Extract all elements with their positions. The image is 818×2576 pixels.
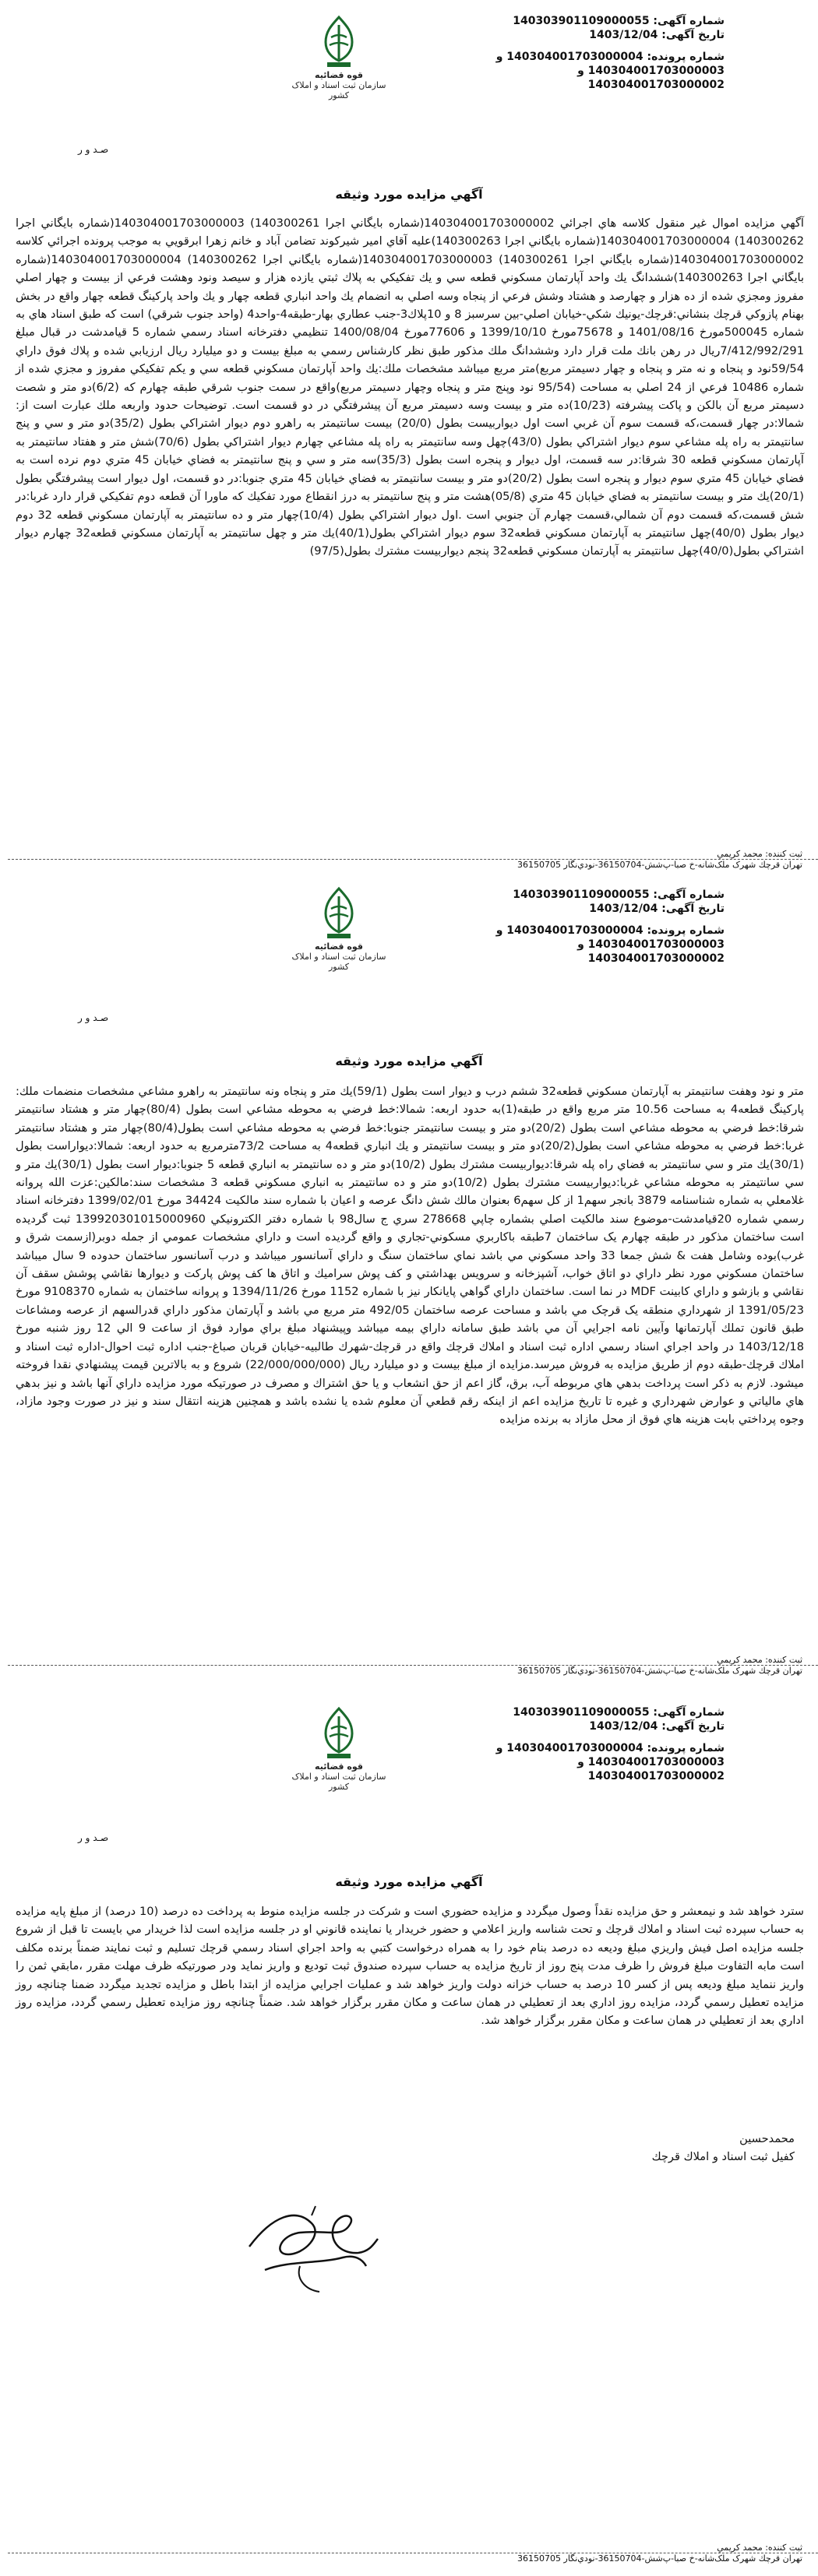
footer-address: تهران قرچك شهرک ملک‌شانه-خ صبا-پ‌شش-36150704-نودي‌نگار 36150705 [517,1666,802,1676]
org-name: سازمان ثبت اسناد و املاک کشور [291,80,386,100]
file-number-2: 140304001703000003 و [577,65,725,77]
ad-section-1 [0,0,818,868]
file-number-2: 140304001703000003 و [577,938,725,951]
judiciary-emblem [288,885,390,987]
judiciary-emblem [288,14,390,115]
emblem-icon [318,885,360,941]
ad-title: آگهي مزايده مورد وثيقه [335,1054,483,1068]
ad-meta [428,888,725,966]
ad-number: شماره آگهی: 140303901109000055 [513,889,725,901]
ad-body-text: سترد خواهد شد و نيمعشر و حق مزايده نقداً وصول ميگردد و مزايده حضوري است و شركت در جلسه مزايده منوط به پرداخت ده درصد (10 درصد) از مبلغ پايه مزايده به حساب سپرده ثبت اسناد و املاك قرچك و تحت شناسه واريز اعلامي و حضور خريدار يا نماينده قانوني او در جلسه مزايده است لذا خريدار مي بايست تا قبل از شروع جلسه مزايده اصل فيش واريزي مبلغ وديعه ده درصد بنام خود را به همراه درخواست كتبي به واحد اجراي اسناد رسمي قرچك تسليم و ثبت نمايند ضمناً برنده مكلف است مابه التفاوت مبلغ فروش را ظرف مدت پنج روز از تاريخ مزايده به حساب سپرده صندوق ثبت توديع و واريز نمايد ودر صورتيكه ظرف مهلت مقرر ،مابقي ثمن را واريز ننمايد مبلغ وديعه پس از كسر 10 درصد به حساب خزانه دولت واريز خواهد شد و عمليات اجرايي مزايده از ابتدا باطل و مزايده تجديد ميگردد ضمنا چنانچه روز مزايده تعطيل رسمي گردد، مزايده روز اداري بعد از تعطيلي در همان ساعت و مكان مقرر برگزار خواهد شد. ضمناً چنانچه روز مزايده تعطيل رسمي گردد، مزايده روز اداري بعد از تعطيلي در همان ساعت و مكان مقرر برگزار خواهد شد. [16,1905,804,2028]
signer-block [405,2130,795,2166]
registrar-label: ثبت كننده: محمد كريمي [717,2543,802,2553]
ad-footer [8,849,818,870]
emblem-icon [318,14,360,70]
file-number-3: 140304001703000002 [587,952,725,965]
judiciary-name: قوه قضائیه [315,1761,363,1772]
ad-section-2 [0,876,818,1678]
org-name: سازمان ثبت اسناد و املاک کشور [291,952,386,972]
ad-date: تاریخ آگهی: 1403/12/04 [589,1720,725,1733]
ad-footer [8,2543,818,2564]
ad-footer [8,1655,818,1676]
registrar-label: ثبت كننده: محمد كريمي [717,1655,802,1665]
judiciary-emblem [288,1705,390,1807]
ad-meta [428,14,725,92]
ad-number: شماره آگهی: 140303901109000055 [513,1706,725,1719]
footer-address: تهران قرچك شهرک ملک‌شانه-خ صبا-پ‌شش-36150704-نودي‌نگار 36150705 [517,860,802,870]
file-number-2: 140304001703000003 و [577,1756,725,1768]
file-number-1: شماره پرونده: 140304001703000004 و [495,1742,725,1754]
signer-title: كفيل ثبت اسناد و املاك قرچك [651,2150,795,2163]
judiciary-name: قوه قضائیه [315,941,363,952]
footer-address: تهران قرچك شهرک ملک‌شانه-خ صبا-پ‌شش-36150704-نودي‌نگار 36150705 [517,2553,802,2564]
ad-body [16,1902,804,2030]
ad-date: تاریخ آگهی: 1403/12/04 [589,29,725,41]
file-number-3: 140304001703000002 [587,1770,725,1782]
ad-meta [428,1705,725,1783]
registrar-label: ثبت كننده: محمد كريمي [717,849,802,859]
ad-number: شماره آگهی: 140303901109000055 [513,15,725,27]
signer-name: محمدحسين [739,2132,795,2145]
emblem-icon [318,1705,360,1761]
issue-mark: صـد و ر [78,1832,109,1843]
ad-body-text: آگهي مزايده اموال غير منقول كلاسه هاي اجرائي 140304001703000002(شماره بايگاني اجرا 140300261) 140304001703000003(شماره بايگاني اجرا 140300262) 140304001703000004(شماره بايگاني اجرا 140300263)عليه آقاي امير شيركوند تضامن آباد و خانم زهرا ابرقويي به موجب پرونده اجرائي كلاسه 140304001703000002(شماره بايگاني اجرا 140300261) 140304001703000003(شماره بايگاني اجرا 140300262) 140304001703000004(شماره بايگاني اجرا 140300263)ششدانگ يك واحد آپارتمان مسكوني قطعه سي و يك تفكيكي به پلاك ثبتي يازده هزار و سيصد ونود وهشت فرعي از بيست و چهار اصلي مفروز ومجزي شده از ده هزار و چهارصد و هشتاد وشش فرعي از پنجاه وسه اصلي به انضمام يك واحد انباري قطعه چهار و يك واحد پاركينگ قطعه چهار واقع در بخش بهنام پازوكي قرچك بنشاني:قرچك-يونيك شكي-خيابان اصلي-بين سرسبز 8 و 10پلاك3-جنب عطاري بهار-طبقه4-واحد4 (واحد جنوب شرقي) است كه طبق اسناد هاي به شماره 500045مورخ 1401/08/16 و 75678مورخ 1399/10/10 و 77606مورخ 1400/08/04 تنظيمي دفترخانه اسناد رسمي شماره 5 قيامدشت در قبال مبلغ 7/412/992/291ريال در رهن بانك ملت قرار دارد وششدانگ ملك مذكور طبق نظر كارشناس رسمي به مبلغ بيست و دو ميليارد ريال ارزيابي شده و پلاك فوق داراي 59/54نود و پنجاه و نه متر و پنجاه و چهار دسيمتر مربع)متر مربع ميباشد مشخصات ملك:يك واحد آپارتمان مسكوني قطعه سي و يكم تفكيكي مفروز و مجزي شده از شماره 10486 فرعي از 24 اصلي به مساحت (95/54 نود وپنج متر و پنجاه وچهار دسيمتر مربع)واقع در سمت جنوب شرقي طبقه چهارم كه (6/2)دو متر و شصت دسيمتر مربع آن بالكن و پاكت پيشرفته (10/23)ده متر و بيست وسه دسيمتر مربع آن پيشرفتگي در دو قسمت است. توضيحات حدود واربعه ملك عبارت است از: شمالا:در چهار قسمت،كه قسمت سوم آن غربي است اول ديواربيست بطول (20/0) بيست سانتيمتر به راهرو دوم ديوار اشتراكي بطول (35/2)دو متر و سي و پنج سانتيمتر به راه پله مشاعي سوم ديوار اشتراكي بطول (43/0)چهل وسه سانتيمتر به راه پله مشاعي چهارم ديوار اشتراكي بطول (70/6)شش متر و هفتاد سانتيمتر به آپارتمان مسكوني قطعه 30 شرقا:در سه قسمت، اول ديوار و پنجره است بطول (35/3)سه متر و سي و پنج سانتيمتر به فضاي خيابان 45 متري دوم نرده است به فضاي خيابان 45 متري سوم ديوار و پنجره است بطول (20/2)دو متر و بيست سانتيمتر به فضاي خيابان 45 متري جنوبا:در دو قسمت، اول ديوار است پيشرفتگي بطول (20/1)يك متر و بيست سانتيمتر به فضاي خيابان 45 متري (05/8)هشت متر و پنج سانتيمتر به درز انقطاع مورد تفكيك كه ماورا آن قطعه دوم تفكيكي قرار دارد غربا:در شش قسمت،كه قسمت دوم آن شمالي،قسمت چهارم آن جنوبي است .اول ديوار اشتراكي بطول (10/4)چهار متر و ده سانتيمتر به آپارتمان مسكوني قطعه 32 دوم ديوار بطول (40/0)چهل سانتيمتر به آپارتمان مسكوني قطعه32 سوم ديوار اشتراكي بطول(40/1)يك متر و چهل سانتيمتر به آپارتمان مسكوني قطعه32 چهارم ديوار اشتراكي بطول(40/0)چهل سانتيمتر به آپارتمان مسكوني قطعه32 پنجم ديواربيست مشترك بطول(97/5) [16,216,805,558]
ad-title: آگهي مزايده مورد وثيقه [335,1874,483,1889]
issue-mark: صـد و ر [78,144,109,155]
ad-body [16,214,804,561]
ad-section-3 [0,1694,818,2574]
file-number-1: شماره پرونده: 140304001703000004 و [495,924,725,937]
handwritten-signature [226,2192,382,2309]
org-name: سازمان ثبت اسناد و املاک کشور [291,1772,386,1792]
ad-date: تاریخ آگهی: 1403/12/04 [589,903,725,915]
file-number-3: 140304001703000002 [587,79,725,91]
ad-title: آگهي مزايده مورد وثيقه [335,187,483,202]
issue-mark: صـد و ر [78,1012,109,1023]
signature-icon [226,2192,382,2309]
ad-body-text: متر و نود وهفت سانتيمتر به آپارتمان مسكوني قطعه32 ششم درب و ديوار است بطول (59/1)يك متر و پنجاه ونه سانتيمتر به راهرو مشاعي مشخصات منضمات ملك: پاركينگ قطعه4 به مساحت 10.56 متر مربع واقع در طبقه(1)به حدود اربعه: شمالا:خط فرضي به محوطه مشاعي است بطول (80/4)چهار متر و هشتاد سانتيمتر شرقا:خط فرضي به محوطه مشاعي است بطول (20/2)دو متر و بيست سانتيمتر جنوبا:خط فرضي به محوطه مشاعي است بطول(80/4)چهار متر و هشتاد سانتيمتر غربا:خط فرضي به محوطه مشاعي است بطول(20/2)دو متر و بيست سانتيمتر و يك انباري قطعه4 به مساحت 73/2مترمربع به حدود اربعه: شمالا:ديواراست بطول (30/1)يك متر و سي سانتيمتر به فضاي راه پله شرقا:ديواربيست مشترك بطول (10/2)دو متر و ده سانتيمتر به انباري قطعه 5 جنوبا:ديوار است بطول (30/1)يك متر و سي سانتيمتر به محوطه مشاعي غربا:ديواربيست مشترك بطول (10/2)دو متر و ده سانتيمتر به انباري مسكوني قطعه 3 مشخصات سند:مالكين:عزت الله پروانه غلامعلي به شماره شناسنامه 3879 بانجر سهم1 از كل سهم6 بعنوان مالك شش دانگ عرصه و اعيان با شماره سند مالكيت 34424 مورخ 1399/02/01 دفترخانه اسناد رسمي شماره 20قيامدشت-موضوع سند مالكيت اصلي بشماره چاپي 278668 سري ج سال98 با شماره دفتر الكترونيكي 139920301015000960 ثبت گرديده است ساختمان مذكور در طبقه چهارم يک ساختمان 7طبقه باكاربري مسكوني-تجاري و واقع گرديده است و داراي مشخصات عمومي از جمله دوبر(ازسمت شرق و غرب)بوده وشامل هفت & شش جمعا 33 واحد مسكوني مي باشد نماي ساختمان سنگ و داراي آسانسور ميباشد و درب آسانسور ساختمان حدوده 9 سال ميباشد ساختمان مسكوني مورد نظر داراي دو اتاق خواب، آشپزخانه و سرويس بهداشتي و كف پوش سراميك و اتاق ها كف پوش پاركت و ديوارها نقاشي پوشش سقف آن نقاشي و بازشو و داراي كابينت MDF در نما است. ساختمان داراي گواهي پايانكار نيز با شماره 1152 مورخ 1394/11/26 و پروانه ساختمان به شماره 9108370 مورخ 1391/05/23 از شهرداري منطقه يک قرچک مي باشد و مساحت عرصه ساختمان 492/05 متر مربع مي باشد و آپارتمان مذكور داراي قدرالسهم از عرصه ومشاعات طبق قانون تملك آپارتمانها وآيين نامه اجرايي آن مي باشد طبق سامانه داراي بيمه ميباشد وپيشنهاد مبلغ براي موارد فوق از ساعت 9 الي 12 روز شنبه مورخ 1403/12/18 در واحد اجراي اسناد رسمي اداره ثبت اسناد و املاك قرچك واقع در قرچك-شهرك طالبيه-خيابان قربان صباغ-جنب اداره ثبت احوال-اداره ثبت اسناد و املاك قرچك-طبقه دوم از طريق مزايده به فروش ميرسد.مزايده از مبلغ بيست و دو ميليارد ريال (22/000/000/000) شروع و به بالاترين قيمت پيشنهادي نقدا فروخته ميشود. لازم به ذكر است پرداخت بدهي هاي مربوطه آب، برق، گاز اعم از حق انشعاب و يا حق اشتراك و مصرف در صورتيكه مورد مزايده داراي آنها باشد و نيز بدهي هاي مالياتي و عوارض شهرداري و غيره تا تاريخ مزايده اعم از اينكه رقم قطعي آن معلوم شده يا نشده باشد و همچنين هزينه انتقال سند و نيز در صورت وجود مازاد، وجوه پرداختي بابت هزينه هاي فوق از محل مازاد به برنده مزايده [16,1085,805,1427]
ad-body [16,1082,804,1429]
judiciary-name: قوه قضائیه [315,70,363,80]
file-number-1: شماره پرونده: 140304001703000004 و [495,51,725,63]
